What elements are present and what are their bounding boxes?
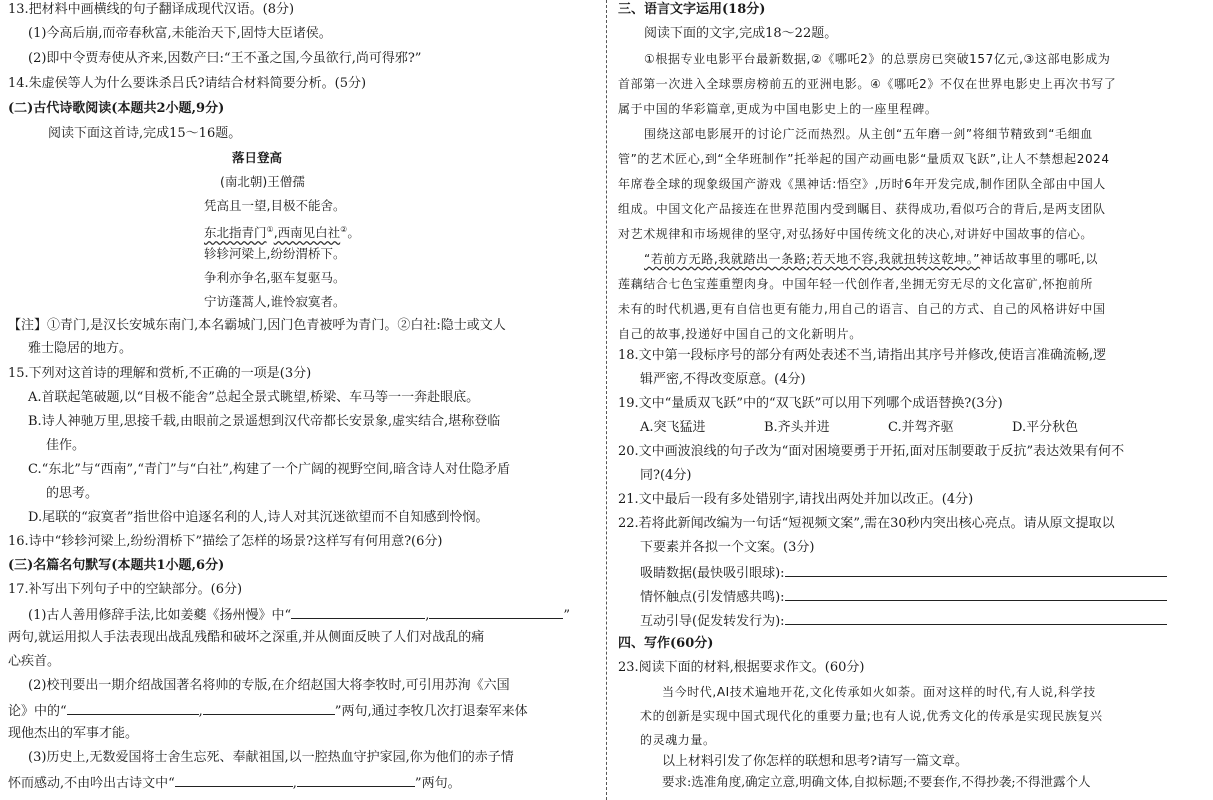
poem-author: (南北朝)王僧孺 <box>220 174 305 189</box>
eye-catching-data-label: 吸睛数据(最快吸引眼球): <box>640 566 785 581</box>
question-15-option-d: D.尾联的“寂寞者”指世俗中追逐名利的人,诗人对其沉迷欲望而不自知感到怜悯。 <box>28 510 489 525</box>
poem-note-line-1: 【注】①青门,是汉长安城东南门,本名霸城门,因门色青被呼为青门。②白社:隐士或文人 <box>8 318 506 333</box>
question-19-option-d[interactable]: D.平分秋色 <box>1012 420 1079 435</box>
q17-2-prefix: 论》中的“ <box>8 704 67 719</box>
emotion-trigger-label: 情怀触点(引发情感共鸣): <box>640 590 785 605</box>
answer-blank-5[interactable] <box>175 774 293 787</box>
q17-1-comma: , <box>425 608 430 623</box>
article-p1-line-2: 首部第一次进入全球票房榜前五的亚洲电影。④《哪吒2》不仅在世界电影史上再次书写了 <box>618 77 1117 91</box>
question-15: 15.下列对这首诗的理解和赏析,不正确的一项是(3分) <box>8 366 312 381</box>
poem-line-2-end: 。 <box>347 225 360 241</box>
question-15-option-c-line-1: C.“东北”与“西南”,“青门”与“白社”,构建了一个广阔的视野空间,暗含诗人对仕隐矛盾 <box>28 462 511 477</box>
article-p3-line-3: 未有的时代机遇,更有自信也更有能力,用自己的语言、自己的方式、自己的风格讲好中国 <box>618 302 1106 316</box>
answer-blank-2[interactable] <box>429 606 563 619</box>
question-15-option-a: A.首联起笔破题,以“目极不能舍”总起全景式眺望,桥梁、车马等一一奔赴眼底。 <box>28 390 480 405</box>
question-19-option-b[interactable]: B.齐头并进 <box>764 420 830 435</box>
material-line-3: 的灵魂力量。 <box>640 733 716 747</box>
question-13: 13.把材料中画横线的句子翻译成现代汉语。(8分) <box>8 2 295 17</box>
question-22-item-3 <box>640 612 1167 630</box>
article-p2-line-3: 年席卷全球的现象级国产游戏《黑神话:悟空》,历时6年开发完成,制作团队全部由中国人 <box>618 177 1106 191</box>
question-15-option-b-line-1: B.诗人神驰万里,思接千载,由眼前之景遥想到汉代帝都长安景象,虚实结合,堪称登临 <box>28 414 501 429</box>
article-p2-line-4: 组成。中国文化产品接连在世界范围内受到瞩目、获得成功,看似巧合的背后,是两支团队 <box>618 202 1106 216</box>
question-19-option-c[interactable]: C.并驾齐驱 <box>888 420 954 435</box>
answer-blank-3[interactable] <box>67 702 199 715</box>
poem-note-marker-1: ① <box>266 225 274 234</box>
article-p3-line-1-rest: 神话故事里的哪吒,以 <box>980 252 1098 266</box>
emotion-trigger-blank[interactable] <box>785 588 1167 601</box>
wavy-underlined-sentence: “若前方无路,我就踏出一条路;若天地不容,我就扭转这乾坤。” <box>644 252 981 266</box>
article-p2-line-5: 对艺术规律和市场规律的坚守,对弘扬好中国传统文化的决心,对讲好中国故事的信心。 <box>618 227 1094 241</box>
question-17-item-1 <box>28 606 570 624</box>
question-17-item-2-line-1: (2)校刊要出一期介绍战国著名将帅的专版,在介绍赵国大将李牧时,可引用苏洵《六国 <box>28 678 510 693</box>
q17-2-comma: , <box>198 704 203 719</box>
answer-blank-1[interactable] <box>291 606 425 619</box>
q17-1-quote: ” <box>563 608 570 623</box>
article-p1-line-1: ①根据专业电影平台最新数据,②《哪吒2》的总票房已突破157亿元,③这部电影成为 <box>644 52 1111 66</box>
section-language-title: 三、语言文字运用(18分) <box>618 2 766 17</box>
answer-blank-4[interactable] <box>203 702 335 715</box>
question-17-item-2-line-3: 现他杰出的军事才能。 <box>8 726 139 741</box>
question-22-item-1 <box>640 564 1167 582</box>
question-22-line-1: 22.若将此新闻改编为一句话“短视频文案”,需在30秒内突出核心亮点。请从原文提取以 <box>618 516 1115 531</box>
question-13-item-2: (2)即中令贾寿使从齐来,因数产曰:“王不蚤之国,今虽欲行,尚可得邪?” <box>28 51 422 66</box>
question-17-item-1-line-2: 两句,就运用拟人手法表现出战乱残酷和破坏之深重,并从侧面反映了人们对战乱的痛 <box>8 630 485 645</box>
question-17-item-3-line-2 <box>8 774 461 792</box>
question-18-line-2: 辑严密,不得改变原意。(4分) <box>640 372 806 387</box>
question-17: 17.补写出下列句子中的空缺部分。(6分) <box>8 582 243 597</box>
writing-prompt: 以上材料引发了你怎样的联想和思考?请写一篇文章。 <box>662 754 968 769</box>
question-17-item-3-line-1: (3)历史上,无数爱国将士舍生忘死、奉献祖国,以一腔热血守护家园,你为他们的赤子情 <box>28 750 514 765</box>
poem-line-2-part-a: 东北指青门 <box>204 225 267 241</box>
answer-blank-6[interactable] <box>297 774 415 787</box>
eye-catching-data-blank[interactable] <box>785 564 1167 577</box>
question-16: 16.诗中“轸轸河梁上,纷纷渭桥下”描绘了怎样的场景?这样写有何用意?(6分) <box>8 534 443 549</box>
q17-3-prefix: 怀而感动,不由吟出古诗文中“ <box>8 776 175 791</box>
q17-3-suffix: ”两句。 <box>414 776 461 791</box>
writing-requirements-line-1: 要求:选准角度,确定立意,明确文体,自拟标题;不要套作,不得抄袭;不得泄露个人 <box>662 774 1091 789</box>
article-p2-line-2: 管”的艺术匠心,到“全华班制作”托举起的国产动画电影“量质双飞跃”,让人不禁想起2024 <box>618 152 1110 166</box>
question-21: 21.文中最后一段有多处错别字,请找出两处并加以改正。(4分) <box>618 492 974 507</box>
article-p3-line-2: 莲藕结合七色宝莲重塑肉身。中国年轻一代创作者,坐拥无穷无尽的文化富矿,怀抱前所 <box>618 277 1094 291</box>
poem-title: 落日登高 <box>232 150 283 165</box>
interaction-guide-blank[interactable] <box>785 612 1167 625</box>
q17-3-comma: , <box>292 776 297 791</box>
question-22-item-2 <box>640 588 1167 606</box>
article-p2-line-1: 围绕这部电影展开的讨论广泛而热烈。从主创“五年磨一剑”将细节精致到“毛细血 <box>644 127 1093 141</box>
q17-2-suffix: ”两句,通过李牧几次打退秦军来体 <box>334 704 528 719</box>
material-line-1: 当今时代,AI技术遍地开花,文化传承如火如荼。面对这样的时代,有人说,科学技 <box>662 685 1096 699</box>
poem-line-1: 凭高且一望,目极不能舍。 <box>204 198 346 213</box>
poem-note-line-2: 雅士隐居的地方。 <box>28 341 133 356</box>
poem-line-2 <box>204 222 360 241</box>
question-13-item-1: (1)今高后崩,而帝春秋富,未能治天下,固恃大臣诸侯。 <box>28 26 332 41</box>
material-line-2: 术的创新是实现中国式现代化的重要力量;也有人说,优秀文化的传承是实现民族复兴 <box>640 709 1103 723</box>
question-15-option-b-line-2: 佳作。 <box>46 438 86 453</box>
column-divider <box>606 0 607 800</box>
question-17-item-2-line-2 <box>8 702 528 720</box>
section-2-title: (二)古代诗歌阅读(本题共2小题,9分) <box>8 101 225 116</box>
section-3-title: (三)名篇名句默写(本题共1小题,6分) <box>8 558 225 573</box>
article-p3-line-1 <box>644 251 1098 267</box>
question-19: 19.文中“量质双飞跃”中的“双飞跃”可以用下列哪个成语替换?(3分) <box>618 396 1003 411</box>
poem-note-marker-2: ② <box>340 225 348 234</box>
question-14: 14.朱虚侯等人为什么要诛杀吕氏?请结合材料简要分析。(5分) <box>8 76 367 91</box>
article-p3-line-4: 自己的故事,投递好中国自己的文化新明片。 <box>618 327 862 341</box>
question-15-option-c-line-2: 的思考。 <box>46 486 99 501</box>
poem-line-2-part-b: ,西南见白社 <box>273 225 341 241</box>
question-22-line-2: 下要素并各拟一个文案。(3分) <box>640 540 815 555</box>
interaction-guide-label: 互动引导(促发转发行为): <box>640 614 785 629</box>
question-23: 23.阅读下面的材料,根据要求作文。(60分) <box>618 660 865 675</box>
poem-line-5: 宁访蓬蒿人,谁怜寂寞者。 <box>204 294 346 309</box>
question-19-options <box>640 420 1078 436</box>
poem-line-3: 轸轸河梁上,纷纷渭桥下。 <box>204 246 346 261</box>
question-19-option-a[interactable]: A.突飞猛进 <box>640 420 706 435</box>
question-17-item-1-line-3: 心疾首。 <box>8 654 61 669</box>
section-2-intro: 阅读下面这首诗,完成15～16题。 <box>48 126 242 141</box>
poem-line-4: 争利亦争名,驱车复驱马。 <box>204 270 346 285</box>
question-20-line-2: 同?(4分) <box>640 468 692 483</box>
article-p1-line-3: 属于中国的华彩篇章,更成为中国电影史上的一座里程碑。 <box>618 102 938 116</box>
section-writing-title: 四、写作(60分) <box>618 636 714 651</box>
question-20-line-1: 20.文中画波浪线的句子改为“面对困境要勇于开拓,面对压制要敢于反抗”表达效果有何不 <box>618 444 1125 459</box>
language-intro: 阅读下面的文字,完成18～22题。 <box>644 26 838 41</box>
q17-1-prefix: (1)古人善用修辞手法,比如姜夔《扬州慢》中“ <box>28 608 292 623</box>
question-18-line-1: 18.文中第一段标序号的部分有两处表述不当,请指出其序号并修改,使语言准确流畅,逻 <box>618 348 1107 363</box>
